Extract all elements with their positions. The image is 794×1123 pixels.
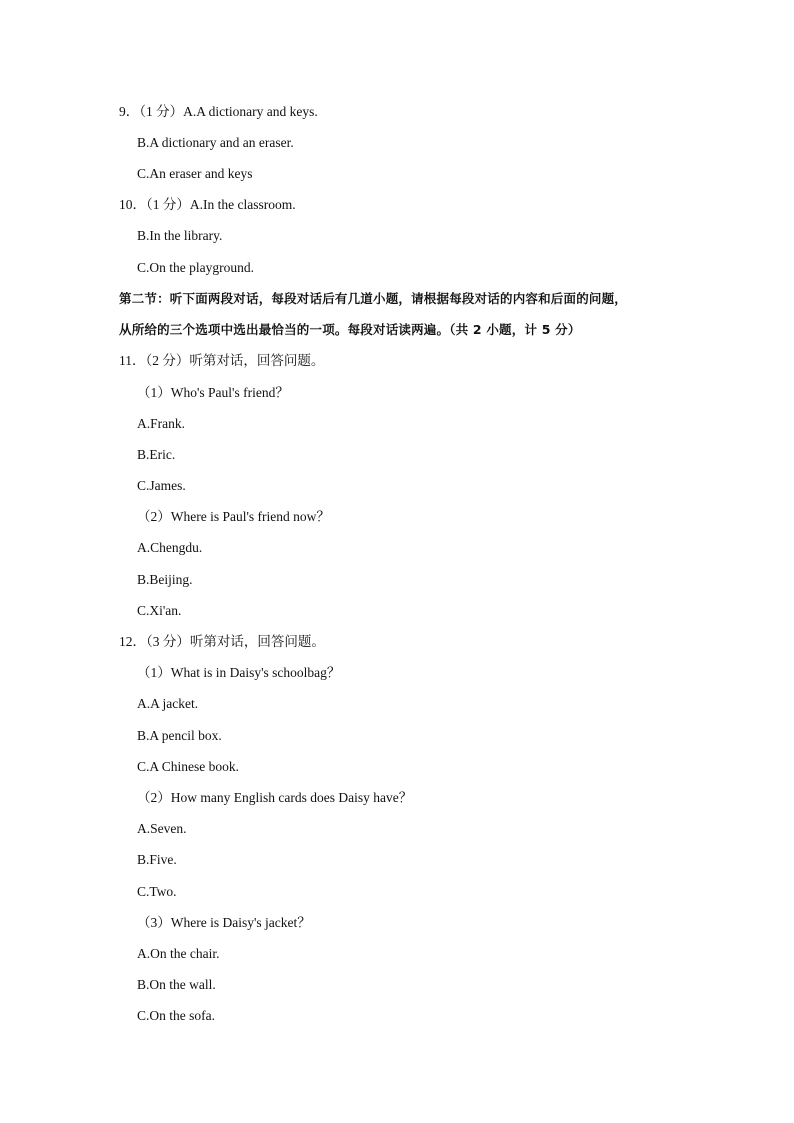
question-12-sub-3-option-b: B.On the wall. [137,977,216,992]
section-2-instruction-line-2: 从所给的三个选项中选出最恰当的一项。每段对话读两遍。（共 2 小题，计 5 分） [119,322,581,337]
question-9-option-c: C.An eraser and keys [137,166,253,181]
question-9-stem: 9．（1 分）A.A dictionary and keys. [119,104,318,119]
question-12-stem: 12．（3 分）听第对话，回答问题。 [119,634,325,649]
question-12-sub-2-option-b: B.Five. [137,852,177,867]
question-10-option-c: C.On the playground. [137,260,254,275]
question-11-sub-2-option-b: B.Beijing. [137,572,193,587]
question-11-sub-2-option-c: C.Xi'an. [137,603,182,618]
section-2-instruction-line-1: 第二节：听下面两段对话，每段对话后有几道小题，请根据每段对话的内容和后面的问题， [119,291,628,306]
question-12-sub-2-option-c: C.Two. [137,884,177,899]
question-10-stem: 10．（1 分）A.In the classroom. [119,197,296,212]
question-11-sub-1-option-a: A.Frank. [137,416,185,431]
question-12-sub-1-option-b: B.A pencil box. [137,728,222,743]
question-11-sub-1-option-c: C.James. [137,478,186,493]
question-12-sub-3: （3）Where is Daisy's jacket？ [137,915,311,930]
question-12-sub-1: （1）What is in Daisy's schoolbag？ [137,665,341,680]
question-12-sub-2: （2）How many English cards does Daisy have？ [137,790,413,805]
question-11-sub-1: （1）Who's Paul's friend？ [137,385,289,400]
question-12-sub-1-option-a: A.A jacket. [137,696,199,711]
question-12-sub-2-option-a: A.Seven. [137,821,187,836]
question-9-option-b: B.A dictionary and an eraser. [137,135,294,150]
question-10-option-b: B.In the library. [137,228,223,243]
question-11-sub-1-option-b: B.Eric. [137,447,176,462]
question-11-sub-2-option-a: A.Chengdu. [137,540,203,555]
question-12-sub-1-option-c: C.A Chinese book. [137,759,240,774]
question-11-sub-2: （2）Where is Paul's friend now？ [137,509,330,524]
question-12-sub-3-option-c: C.On the sofa. [137,1008,215,1023]
question-12-sub-3-option-a: A.On the chair. [137,946,220,961]
question-11-stem: 11．（2 分）听第对话，回答问题。 [119,353,325,368]
